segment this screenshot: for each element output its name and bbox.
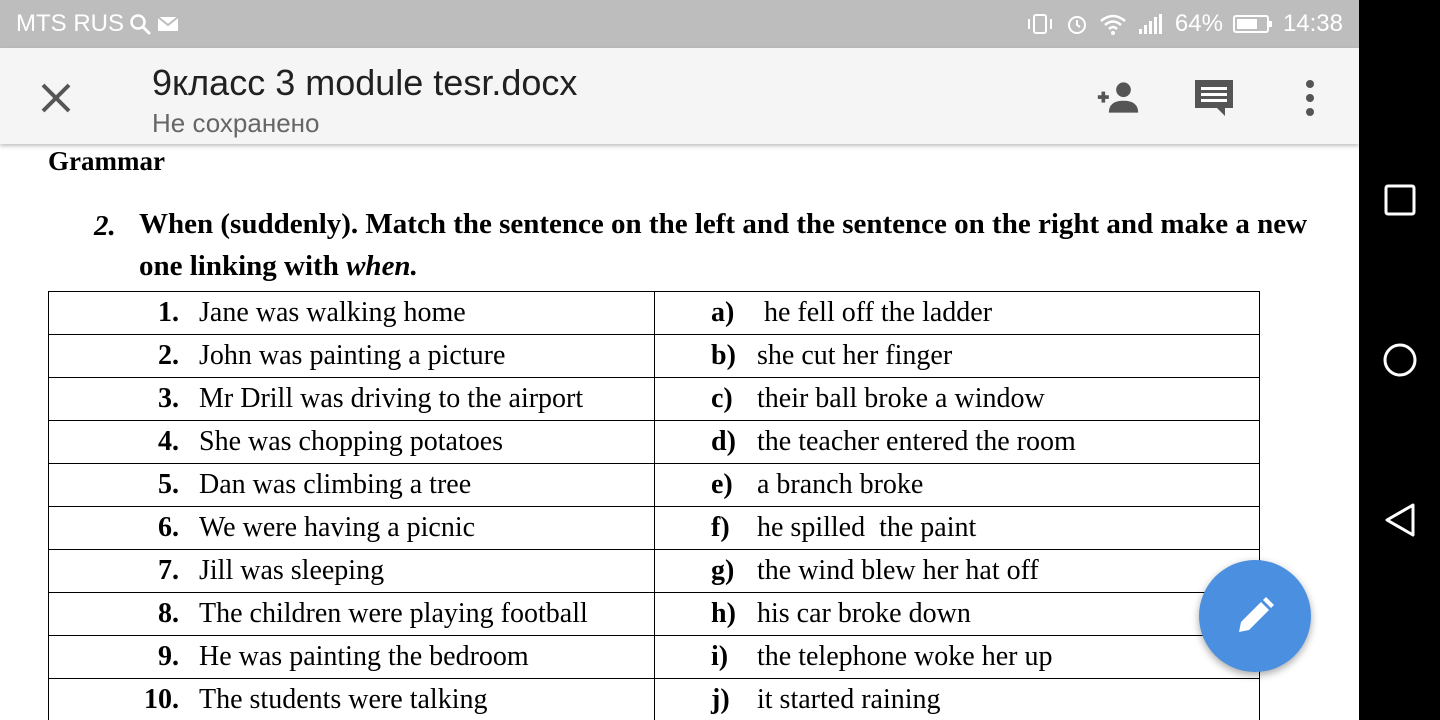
- clock-time: 14:38: [1282, 10, 1343, 37]
- section-heading: Grammar: [48, 146, 165, 176]
- left-cell: [49, 679, 655, 720]
- more-vert-icon[interactable]: [1288, 76, 1332, 120]
- matching-table: [48, 291, 1260, 720]
- left-sentence: Jill was sleeping: [199, 555, 385, 586]
- back-triangle-icon[interactable]: [1381, 501, 1419, 539]
- right-sentence: he fell off the ladder: [757, 297, 993, 328]
- left-cell: [49, 593, 655, 636]
- item-number: 1.: [158, 297, 179, 328]
- task-number: 2.: [94, 210, 116, 242]
- item-letter: a): [711, 297, 735, 328]
- table-row: [49, 636, 1260, 679]
- item-letter: h): [711, 598, 736, 629]
- left-sentence: John was painting a picture: [199, 340, 506, 371]
- item-letter: e): [711, 469, 733, 500]
- table-row: [49, 507, 1260, 550]
- item-number: 4.: [158, 426, 179, 457]
- right-cell: [655, 507, 1260, 550]
- edit-pencil-icon: [1233, 594, 1277, 638]
- right-cell: [655, 550, 1260, 593]
- left-sentence: Mr Drill was driving to the airport: [199, 383, 584, 414]
- item-number: 9.: [158, 641, 179, 672]
- right-sentence: it started raining: [757, 684, 941, 715]
- right-sentence: she cut her finger: [757, 340, 953, 371]
- right-sentence: he spilled the paint: [757, 512, 977, 543]
- add-person-icon[interactable]: [1096, 76, 1140, 120]
- right-sentence: the wind blew her hat off: [757, 555, 1039, 586]
- item-number: 5.: [158, 469, 179, 500]
- left-sentence: Jane was walking home: [199, 297, 466, 328]
- item-letter: b): [711, 340, 736, 371]
- right-cell: [655, 679, 1260, 720]
- item-letter: d): [711, 426, 736, 457]
- system-nav-bar: [1359, 0, 1440, 720]
- right-sentence: a branch broke: [757, 469, 924, 500]
- item-number: 8.: [158, 598, 179, 629]
- home-circle-icon[interactable]: [1381, 341, 1419, 379]
- left-sentence: The students were talking: [199, 684, 488, 715]
- item-number: 10.: [144, 684, 179, 715]
- battery-percent: 64%: [1174, 10, 1223, 37]
- table-row: [49, 335, 1260, 378]
- close-icon[interactable]: [36, 78, 76, 118]
- left-cell: [49, 421, 655, 464]
- right-sentence: the telephone woke her up: [757, 641, 1053, 672]
- comment-icon[interactable]: [1192, 76, 1236, 120]
- right-cell: [655, 421, 1260, 464]
- left-cell: [49, 550, 655, 593]
- table-row: [49, 679, 1260, 720]
- search-icon: [128, 12, 152, 36]
- right-cell: [655, 636, 1260, 679]
- left-sentence: He was painting the bedroom: [199, 641, 529, 672]
- item-letter: c): [711, 383, 733, 414]
- item-number: 2.: [158, 340, 179, 371]
- recents-square-icon[interactable]: [1381, 181, 1419, 219]
- left-sentence: We were having a picnic: [199, 512, 476, 543]
- left-sentence: She was chopping potatoes: [199, 426, 504, 457]
- table-row: [49, 464, 1260, 507]
- right-sentence: the teacher entered the room: [757, 426, 1076, 457]
- alarm-icon: [1065, 12, 1089, 36]
- edit-fab[interactable]: [1199, 560, 1311, 672]
- left-cell: [49, 636, 655, 679]
- app-bar: [0, 48, 1359, 144]
- left-sentence: The children were playing football: [199, 598, 588, 629]
- item-number: 7.: [158, 555, 179, 586]
- mail-icon: [156, 14, 180, 34]
- right-cell: [655, 464, 1260, 507]
- right-cell: [655, 292, 1260, 335]
- right-sentence: his car broke down: [757, 598, 971, 629]
- left-cell: [49, 335, 655, 378]
- table-row: [49, 421, 1260, 464]
- right-cell: [655, 378, 1260, 421]
- table-row: [49, 292, 1260, 335]
- item-letter: g): [711, 555, 735, 586]
- task-instruction-cont: one linking with when.: [139, 250, 418, 282]
- table-row: [49, 550, 1260, 593]
- left-cell: [49, 464, 655, 507]
- wifi-icon: [1099, 12, 1127, 36]
- save-status: Не сохранено: [152, 108, 320, 138]
- right-cell: [655, 335, 1260, 378]
- left-cell: [49, 507, 655, 550]
- item-letter: i): [711, 641, 729, 672]
- vibrate-icon: [1025, 12, 1055, 36]
- left-sentence: Dan was climbing a tree: [199, 469, 472, 500]
- item-number: 6.: [158, 512, 179, 543]
- left-cell: [49, 378, 655, 421]
- document-title: 9класс 3 module tesr.docx: [152, 62, 578, 103]
- signal-icon: [1137, 12, 1165, 36]
- item-letter: f): [711, 512, 730, 543]
- emphasis-when: when.: [346, 250, 418, 282]
- battery-icon: [1233, 13, 1273, 35]
- task-instruction: When (suddenly). Match the sentence on the left and the sentence on the right and make a new: [139, 208, 1308, 240]
- status-bar: [0, 0, 1359, 48]
- carrier-label: MTS RUS: [16, 10, 124, 37]
- table-row: [49, 378, 1260, 421]
- item-letter: j): [711, 684, 730, 715]
- item-number: 3.: [158, 383, 179, 414]
- document-page: [0, 144, 1359, 720]
- left-cell: [49, 292, 655, 335]
- right-sentence: their ball broke a window: [757, 383, 1045, 414]
- table-row: [49, 593, 1260, 636]
- right-cell: [655, 593, 1260, 636]
